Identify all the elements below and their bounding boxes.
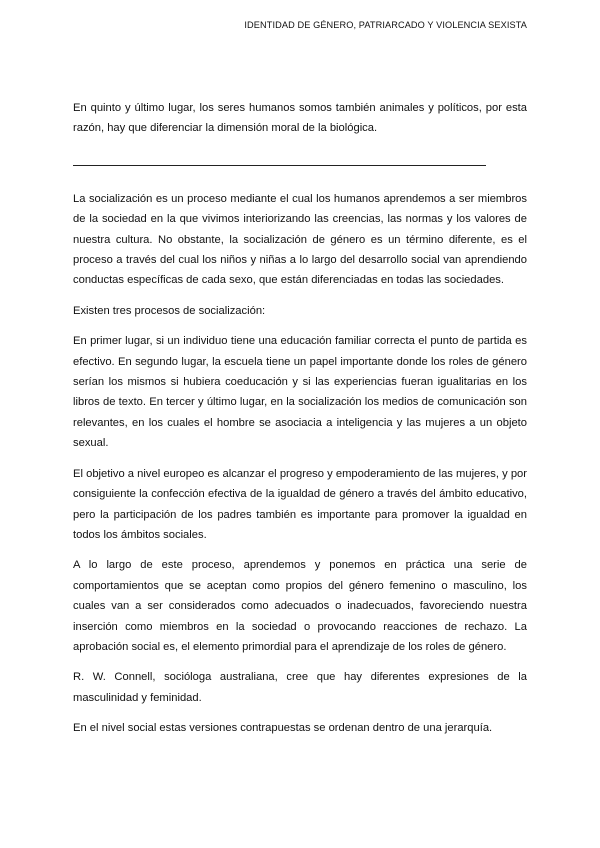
running-header: IDENTIDAD DE GÉNERO, PATRIARCADO Y VIOLENCIA SEXISTA bbox=[244, 20, 527, 30]
section-divider bbox=[73, 165, 486, 166]
paragraph-objetivo-europeo: El objetivo a nivel europeo es alcanzar el progreso y empoderamiento de las mujeres, y por consiguiente la confección efectiva de la igualdad de género a través del ámbito educativo, pero la participación de los padres también es importante para promover la igualdad en todos los ámbitos sociales. bbox=[73, 467, 527, 541]
document-body bbox=[73, 98, 527, 749]
paragraph-primer-lugar: En primer lugar, si un individuo tiene una educación familiar correcta el punto de partida es efectivo. En segundo lugar, la escuela tiene un papel importante donde los roles de género serían los mismos si hubiera coeducación y si las experiencias fueran igualitarias en los libros de texto. En tercer y último lugar, en la socialización los medios de comunicación son relevantes, en los cuales el hombre se asociacia a inteligencia y las mujeres a un objeto sexual. bbox=[73, 335, 527, 450]
intro-paragraph: En quinto y último lugar, los seres humanos somos también animales y políticos, por esta razón, hay que diferenciar la dimensión moral de la biológica. bbox=[73, 102, 527, 135]
paragraph-tres-procesos: Existen tres procesos de socialización: bbox=[73, 304, 266, 317]
paragraph-nivel-social: En el nivel social estas versiones contrapuestas se ordenan dentro de una jerarquía. bbox=[73, 722, 493, 735]
paragraph-a-lo-largo: A lo largo de este proceso, aprendemos y ponemos en práctica una serie de comportamientos que se aceptan como propios del género femenino o masculino, los cuales van a ser considerados como adecuados o inadecuados, favoreciendo nuestra inserción como miembros en la sociedad o provocando reacciones de rechazo. La aprobación social es, el elemento primordial para el aprendizaje de los roles de género. bbox=[73, 559, 527, 653]
paragraph-connell: R. W. Connell, socióloga australiana, cree que hay diferentes expresiones de la masculinidad y feminidad. bbox=[73, 671, 527, 704]
paragraph-socializacion: La socialización es un proceso mediante el cual los humanos aprendemos a ser miembros de la sociedad en la que vivimos interiorizando las creencias, las normas y los valores de nuestra cultura. No obstante, la socialización de género es un término diferente, es el proceso a través del cual los niños y niñas a lo largo del desarrollo social van aprendiendo conductas específicas de cada sexo, que están diferenciadas en todas las sociedades. bbox=[73, 192, 527, 287]
